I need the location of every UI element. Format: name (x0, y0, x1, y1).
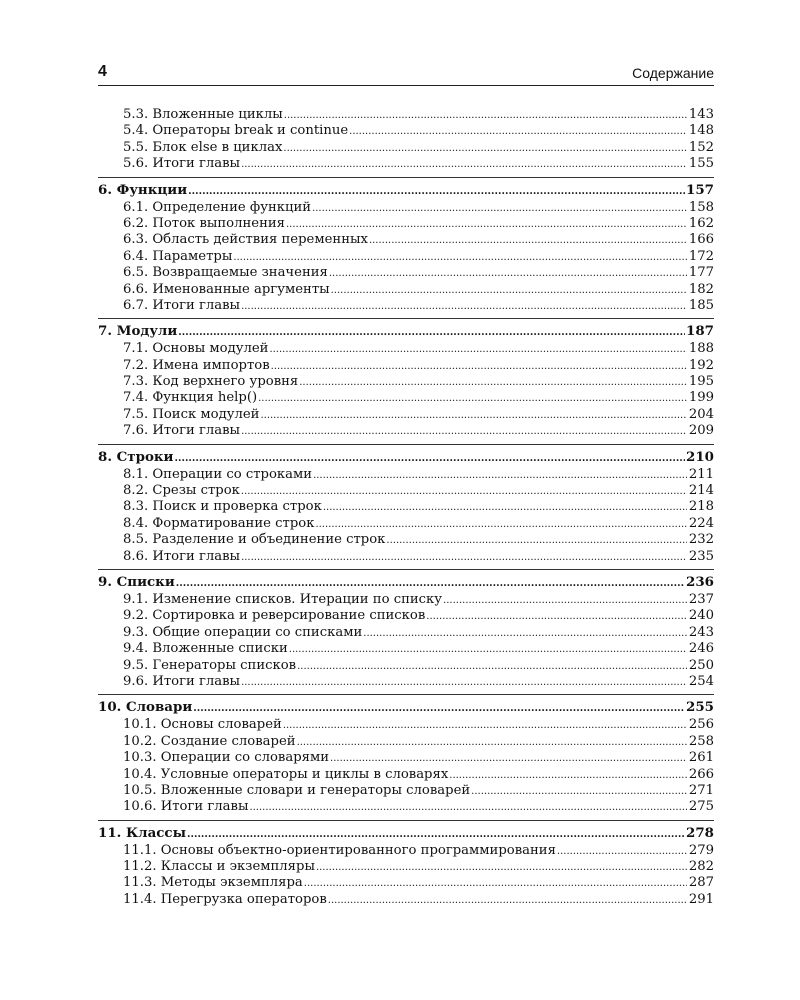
toc-chapter-entry[interactable] (98, 574, 714, 591)
toc-leader-dots (260, 407, 687, 424)
toc-page-number: 224 (688, 515, 714, 531)
toc-page-number: 237 (688, 591, 714, 607)
toc-section-entry[interactable] (98, 390, 714, 406)
toc-leader-dots (313, 467, 687, 484)
toc-page-number: 143 (688, 107, 714, 122)
toc-entry-title: 7.3. Код верхнего уровня (123, 374, 299, 390)
toc-leader-dots (331, 282, 687, 299)
toc-entry-title: 7. Модули (98, 323, 178, 340)
toc-section-entry[interactable] (98, 107, 714, 123)
toc-entry-title: 7.6. Итоги главы (123, 423, 241, 439)
toc-entry-title: 9.2. Сортировка и реверсирование списков (123, 608, 426, 624)
toc-chapter-block (98, 694, 714, 815)
toc-page-number: 240 (688, 608, 714, 624)
toc-section-entry[interactable] (98, 483, 714, 499)
toc-chapter-entry[interactable] (98, 449, 714, 466)
toc-leader-dots (369, 232, 687, 249)
toc-section-entry[interactable] (98, 249, 714, 265)
toc-entry-title: 6.7. Итоги главы (123, 297, 241, 313)
toc-section-entry[interactable] (98, 892, 714, 908)
toc-entry-title: 10. Словари (98, 699, 193, 716)
toc-section-entry[interactable] (98, 374, 714, 390)
toc-leader-dots (312, 200, 687, 217)
toc-leader-dots (323, 499, 687, 516)
toc-section-entry[interactable] (98, 658, 714, 674)
toc-entry-title: 6.4. Параметры (123, 248, 233, 264)
toc-page-number: 266 (688, 766, 714, 782)
toc-leader-dots (289, 641, 687, 658)
toc-entry-title: 10.5. Вложенные словари и генераторы словарей (123, 782, 471, 798)
toc-leader-dots (187, 825, 685, 843)
toc-entry-title: 8.3. Поиск и проверка строк (123, 499, 322, 515)
toc-page-number: 185 (688, 297, 714, 313)
toc-entry-title: 8.5. Разделение и объединение строк (123, 532, 386, 548)
toc-page-number: 172 (688, 248, 714, 264)
toc-section-entry[interactable] (98, 767, 714, 783)
toc-leader-dots (178, 323, 685, 341)
toc-section-entry[interactable] (98, 407, 714, 423)
toc-leader-dots (241, 298, 687, 315)
toc-entry-title: 9.5. Генераторы списков (123, 657, 297, 673)
toc-section-entry[interactable] (98, 608, 714, 624)
toc-page-number: 209 (688, 423, 714, 439)
toc-page-number: 258 (688, 733, 714, 749)
toc-leader-dots (471, 783, 687, 800)
toc-chapter-entry[interactable] (98, 699, 714, 716)
toc-entry-title: 11.2. Классы и экземпляры (123, 859, 315, 875)
toc-section-entry[interactable] (98, 750, 714, 766)
toc-chapter-block (98, 820, 714, 909)
toc-entry-title: 5.3. Вложенные циклы (123, 107, 283, 122)
toc-page-number: 218 (688, 499, 714, 515)
toc-page-number: 256 (688, 717, 714, 733)
toc-leader-dots (330, 750, 687, 767)
toc-leader-dots (363, 625, 687, 642)
toc-leader-dots (241, 423, 687, 440)
page-header (98, 63, 714, 86)
toc-section-entry[interactable] (98, 783, 714, 799)
toc-entry-title: 11.3. Методы экземпляра (123, 875, 303, 891)
toc-chapter-block (98, 569, 714, 690)
toc-leader-dots (188, 182, 685, 200)
toc-chapter-block (98, 107, 714, 173)
toc-page-number: 271 (688, 782, 714, 798)
toc-leader-dots (258, 390, 687, 407)
toc-chapter-block (98, 318, 714, 439)
toc-leader-dots (316, 859, 687, 876)
toc-chapter-block (98, 444, 714, 565)
toc-page-number: 255 (686, 699, 714, 716)
toc-leader-dots (449, 767, 687, 784)
toc-page-number: 158 (688, 199, 714, 215)
toc-leader-dots (283, 717, 687, 734)
toc-page-number: 177 (688, 265, 714, 281)
toc-entry-title: 10.1. Основы словарей (123, 717, 282, 733)
toc-section-entry[interactable] (98, 200, 714, 216)
toc-leader-dots (386, 532, 687, 549)
toc-leader-dots (426, 608, 687, 625)
toc-entry-title: 8.6. Итоги главы (123, 548, 241, 564)
toc-entry-title: 5.5. Блок else в циклах (123, 139, 283, 155)
toc-chapter-block (98, 177, 714, 315)
toc-section-entry[interactable] (98, 123, 714, 139)
running-title: Содержание (632, 65, 714, 81)
toc-leader-dots (349, 123, 687, 140)
toc-entry-title: 11.4. Перегрузка операторов (123, 891, 327, 907)
toc-leader-dots (283, 140, 687, 157)
toc-page-number: 211 (688, 466, 714, 482)
toc-entry-title: 10.3. Операции со словарями (123, 750, 330, 766)
toc-section-entry[interactable] (98, 532, 714, 548)
toc-page-number: 246 (688, 641, 714, 657)
toc-section-entry[interactable] (98, 843, 714, 859)
toc-leader-dots (299, 374, 687, 391)
toc-leader-dots (193, 699, 685, 717)
toc-page-number: 166 (688, 232, 714, 248)
toc-leader-dots (241, 549, 687, 566)
toc-section-entry[interactable] (98, 799, 714, 815)
toc-page-number: 287 (688, 875, 714, 891)
toc-entry-title: 9. Списки (98, 573, 175, 590)
toc-leader-dots (328, 892, 687, 909)
toc-entry-title: 7.5. Поиск модулей (123, 406, 260, 422)
toc-section-entry[interactable] (98, 875, 714, 891)
toc-entry-title: 8.2. Срезы строк (123, 483, 240, 499)
toc-page-number: 236 (686, 573, 714, 590)
toc-leader-dots (176, 574, 685, 592)
toc-entry-title: 9.4. Вложенные списки (123, 641, 288, 657)
toc-chapter-entry[interactable] (98, 182, 714, 199)
toc-entry-title: 7.2. Имена импортов (123, 357, 270, 373)
toc-page-number: 261 (688, 750, 714, 766)
toc-section-entry[interactable] (98, 358, 714, 374)
toc-page-number: 187 (686, 323, 714, 340)
toc-entry-title: 9.3. Общие операции со списками (123, 624, 363, 640)
toc-entry-title: 5.6. Итоги главы (123, 156, 241, 172)
toc-section-entry[interactable] (98, 516, 714, 532)
toc-page-number: 282 (688, 859, 714, 875)
toc-page-number: 152 (688, 139, 714, 155)
toc-page-number: 192 (688, 357, 714, 373)
toc-section-entry[interactable] (98, 232, 714, 248)
toc-entry-title: 6.5. Возвращаемые значения (123, 265, 328, 281)
toc-page-number: 148 (688, 123, 714, 139)
toc-leader-dots (443, 592, 687, 609)
toc-entry-title: 10.4. Условные операторы и циклы в словарях (123, 766, 449, 782)
toc-section-entry[interactable] (98, 592, 714, 608)
toc-leader-dots (233, 249, 687, 266)
toc-entry-title: 6. Функции (98, 181, 188, 198)
toc-section-entry[interactable] (98, 282, 714, 298)
toc-entry-title: 10.6. Итоги главы (123, 799, 249, 815)
toc-entry-title: 8. Строки (98, 448, 174, 465)
toc-leader-dots (557, 843, 687, 860)
toc-page-number: 235 (688, 548, 714, 564)
toc-page-number: 162 (688, 215, 714, 231)
toc-entry-title: 8.1. Операции со строками (123, 466, 313, 482)
toc-entry-title: 5.4. Операторы break и continue (123, 123, 349, 139)
toc-entry-title: 9.6. Итоги главы (123, 673, 241, 689)
toc-page-number: 232 (688, 532, 714, 548)
toc-entry-title: 7.4. Функция help() (123, 390, 258, 406)
toc-section-entry[interactable] (98, 341, 714, 357)
toc-section-entry[interactable] (98, 734, 714, 750)
toc-page-number: 278 (686, 824, 714, 841)
toc-entry-title: 11. Классы (98, 824, 186, 841)
toc-section-entry[interactable] (98, 641, 714, 657)
toc-leader-dots (241, 483, 687, 500)
toc-leader-dots (241, 674, 687, 691)
toc-chapter-entry[interactable] (98, 323, 714, 340)
toc-section-entry[interactable] (98, 298, 714, 314)
toc-section-entry[interactable] (98, 467, 714, 483)
toc-chapter-entry[interactable] (98, 825, 714, 842)
toc-entry-title: 6.6. Именованные аргументы (123, 281, 330, 297)
toc-entry-title: 10.2. Создание словарей (123, 733, 296, 749)
toc-page-number: 204 (688, 406, 714, 422)
toc-section-entry[interactable] (98, 140, 714, 156)
toc-leader-dots (271, 358, 687, 375)
toc-page-number: 188 (688, 341, 714, 357)
toc-page-number: 275 (688, 799, 714, 815)
toc-section-entry[interactable] (98, 549, 714, 565)
toc-page-number: 250 (688, 657, 714, 673)
toc-page-number: 199 (688, 390, 714, 406)
toc-leader-dots (286, 216, 687, 233)
toc-section-entry[interactable] (98, 216, 714, 232)
toc-section-entry[interactable] (98, 423, 714, 439)
toc-leader-dots (269, 341, 687, 358)
toc-entry-title: 6.2. Поток выполнения (123, 215, 285, 231)
toc-entry-title: 6.1. Определение функций (123, 199, 312, 215)
toc-leader-dots (284, 107, 687, 124)
page-number: 4 (98, 63, 107, 80)
toc-leader-dots (297, 734, 687, 751)
toc-leader-dots (241, 156, 687, 173)
toc-section-entry[interactable] (98, 265, 714, 281)
toc-leader-dots (329, 265, 687, 282)
toc-page-number: 279 (688, 842, 714, 858)
toc-section-entry[interactable] (98, 499, 714, 515)
toc-leader-dots (304, 875, 687, 892)
toc-entry-title: 6.3. Область действия переменных (123, 232, 368, 248)
toc-page-number: 155 (688, 156, 714, 172)
toc-page-number: 243 (688, 624, 714, 640)
toc-entry-title: 9.1. Изменение списков. Итерации по списку (123, 591, 443, 607)
toc-page-number: 210 (686, 448, 714, 465)
toc-page-number: 254 (688, 673, 714, 689)
toc-leader-dots (175, 449, 686, 467)
toc-entry-title: 7.1. Основы модулей (123, 341, 269, 357)
toc-entry-title: 11.1. Основы объектно-ориентированного программирования (123, 842, 556, 858)
toc-leader-dots (315, 516, 687, 533)
toc-leader-dots (249, 799, 687, 816)
toc-entry-title: 8.4. Форматирование строк (123, 515, 315, 531)
toc-page-number: 291 (688, 891, 714, 907)
table-of-contents (98, 107, 714, 908)
toc-section-entry[interactable] (98, 674, 714, 690)
toc-page-number: 157 (686, 181, 714, 198)
toc-leader-dots (297, 658, 687, 675)
toc-section-entry[interactable] (98, 717, 714, 733)
toc-section-entry[interactable] (98, 625, 714, 641)
toc-page-number: 214 (688, 483, 714, 499)
toc-section-entry[interactable] (98, 156, 714, 172)
toc-section-entry[interactable] (98, 859, 714, 875)
toc-page-number: 182 (688, 281, 714, 297)
toc-page-number: 195 (688, 374, 714, 390)
